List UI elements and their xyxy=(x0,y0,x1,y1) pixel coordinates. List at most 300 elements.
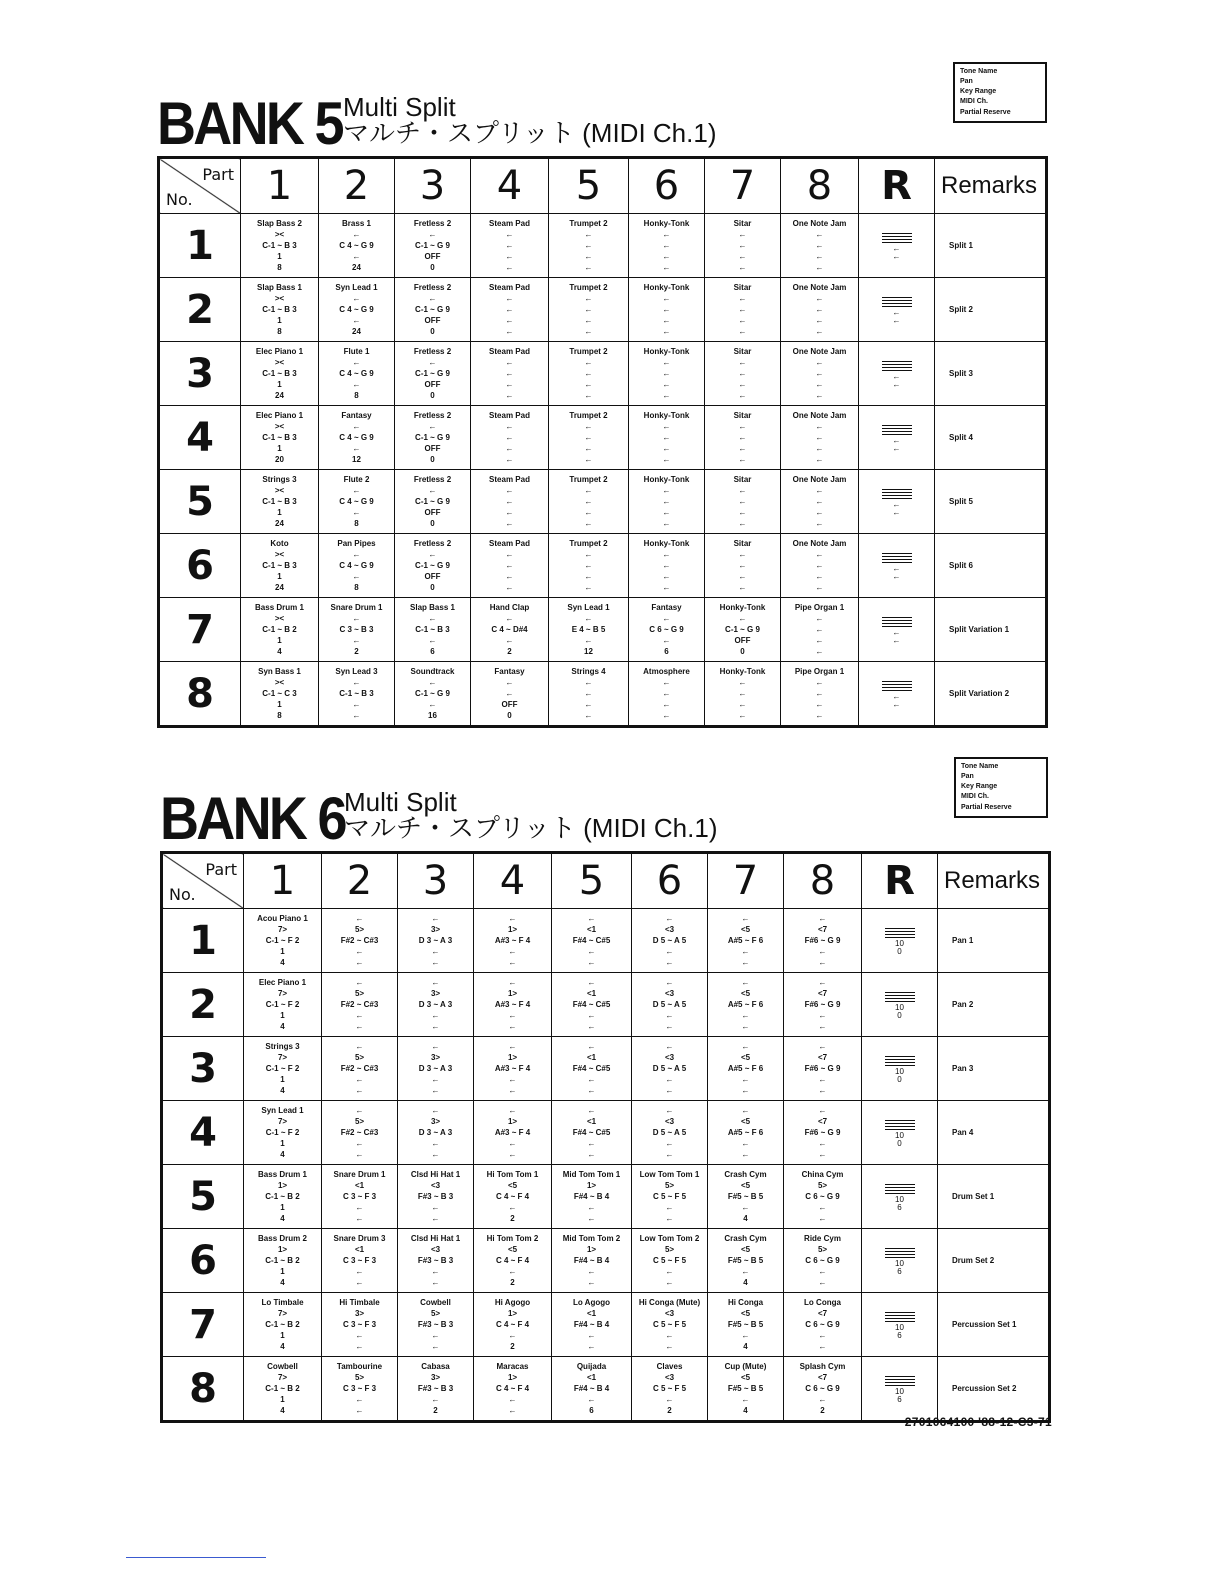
part-cell xyxy=(781,470,859,534)
reserve-cell xyxy=(862,1165,938,1229)
cell-values xyxy=(244,1297,321,1352)
tone-name: Mid Tom Tom 1 xyxy=(562,1170,621,1179)
pan: 7> xyxy=(277,1309,288,1318)
tone-name: ← xyxy=(665,914,674,923)
blank-line xyxy=(885,1001,915,1002)
midi-ch: ← xyxy=(587,1011,596,1020)
pan: ← xyxy=(505,358,514,367)
part-cell xyxy=(708,1101,784,1165)
midi-ch: 1 xyxy=(280,1267,285,1276)
pan: >< xyxy=(274,294,285,303)
partial-reserve: 0 xyxy=(740,647,745,656)
pan: ← xyxy=(815,550,824,559)
partial-reserve: ← xyxy=(587,1342,596,1351)
key-range: C-1 ~ B 2 xyxy=(265,1384,300,1393)
pan: <1 xyxy=(586,1309,597,1318)
part-cell xyxy=(784,1293,862,1357)
cell-values xyxy=(244,1041,321,1096)
tone-name: Cup (Mute) xyxy=(724,1362,767,1371)
midi-ch: ← xyxy=(431,1011,440,1020)
key-range: C 5 ~ F 5 xyxy=(652,1320,687,1329)
part-cell xyxy=(244,1037,322,1101)
tone-name: Trumpet 2 xyxy=(569,219,608,228)
midi-ch: ← xyxy=(352,252,361,261)
reserve-cell xyxy=(859,214,935,278)
tone-name: Sitar xyxy=(733,475,752,484)
midi-ch: ← xyxy=(584,636,593,645)
pan: ← xyxy=(738,486,747,495)
pan: <5 xyxy=(507,1181,518,1190)
legend-item: MIDI Ch. xyxy=(961,793,989,801)
tone-name: ← xyxy=(741,1042,750,1051)
midi-ch: ← xyxy=(741,1075,750,1084)
r-value: ← xyxy=(892,627,901,637)
midi-ch: OFF xyxy=(424,508,441,517)
pan: ← xyxy=(428,230,437,239)
partial-reserve: ← xyxy=(818,1214,827,1223)
key-range: C-1 ~ G 9 xyxy=(415,433,450,442)
tone-name: ← xyxy=(818,914,827,923)
cell-values xyxy=(395,602,470,657)
key-range: E 4 ~ B 5 xyxy=(571,625,606,634)
blank-line xyxy=(885,1120,915,1121)
key-range: C 4 ~ G 9 xyxy=(339,497,374,506)
midi-ch: OFF xyxy=(424,444,441,453)
blank-line xyxy=(882,361,912,362)
reserve-cell xyxy=(862,1101,938,1165)
key-range: C-1 ~ G 9 xyxy=(415,369,450,378)
part-cell xyxy=(629,278,705,342)
partial-reserve: ← xyxy=(505,327,514,336)
pan: 3> xyxy=(430,1053,441,1062)
part-cell xyxy=(784,909,862,973)
midi-ch: ← xyxy=(741,1331,750,1340)
midi-ch: ← xyxy=(428,636,437,645)
partial-reserve: ← xyxy=(431,958,440,967)
remark-cell: Pan 3 xyxy=(938,1037,1050,1101)
blank-line xyxy=(882,562,912,563)
tone-name: Honky-Tonk xyxy=(643,475,690,484)
partial-reserve: ← xyxy=(355,1214,364,1223)
midi-ch: 1 xyxy=(277,636,282,645)
key-range: A#5 ~ F 6 xyxy=(727,936,764,945)
partial-reserve: ← xyxy=(665,1278,674,1287)
pan: 5> xyxy=(354,1053,365,1062)
midi-ch: ← xyxy=(815,252,824,261)
key-range: C-1 ~ B 2 xyxy=(262,625,297,634)
blank-line xyxy=(882,623,912,624)
partial-reserve: ← xyxy=(505,391,514,400)
remark-cell: Percussion Set 1 xyxy=(938,1293,1050,1357)
pan: ← xyxy=(662,358,671,367)
key-range: C-1 ~ G 9 xyxy=(415,241,450,250)
key-range: C-1 ~ F 2 xyxy=(265,1064,300,1073)
midi-ch: ← xyxy=(818,1075,827,1084)
tone-name: Cowbell xyxy=(420,1298,451,1307)
part-cell xyxy=(395,278,471,342)
key-range: A#3 ~ F 4 xyxy=(494,1064,531,1073)
tone-name: Clsd Hi Hat 1 xyxy=(410,1234,461,1243)
tone-name: ← xyxy=(587,978,596,987)
blank-line xyxy=(882,239,912,240)
blank-line xyxy=(882,370,912,371)
row-number: 2 xyxy=(162,973,244,1037)
part-cell xyxy=(552,1165,632,1229)
blank-line xyxy=(885,1257,915,1258)
tone-name: ← xyxy=(508,978,517,987)
tone-name: ← xyxy=(431,914,440,923)
reserve-cell xyxy=(862,1357,938,1422)
remark-cell: Split Variation 1 xyxy=(935,598,1047,662)
midi-ch: ← xyxy=(665,1331,674,1340)
part-cell xyxy=(552,1293,632,1357)
part-cell xyxy=(632,909,708,973)
table-row xyxy=(162,1293,1050,1357)
r-value: 6 xyxy=(897,1330,902,1340)
table-row xyxy=(159,342,1047,406)
legend-item: Pan xyxy=(961,773,974,781)
partial-reserve: ← xyxy=(665,1342,674,1351)
partial-reserve: ← xyxy=(662,711,671,720)
key-range: F#5 ~ B 5 xyxy=(727,1192,764,1201)
tone-name: Trumpet 2 xyxy=(569,347,608,356)
key-range: C-1 ~ B 3 xyxy=(262,369,297,378)
pan: <1 xyxy=(354,1245,365,1254)
cell-values xyxy=(784,913,861,968)
pan: <5 xyxy=(740,1245,751,1254)
blank-line xyxy=(882,425,912,426)
part-cell xyxy=(471,406,549,470)
key-range: C 6 ~ G 9 xyxy=(649,625,684,634)
remark-cell: Pan 2 xyxy=(938,973,1050,1037)
midi-ch: ← xyxy=(355,1139,364,1148)
part-cell xyxy=(708,973,784,1037)
pan: <5 xyxy=(740,1373,751,1382)
row-number: 6 xyxy=(162,1229,244,1293)
key-range: ← xyxy=(505,497,514,506)
pan: ← xyxy=(428,358,437,367)
cell-values xyxy=(322,1169,397,1224)
key-range: F#4 ~ C#5 xyxy=(572,936,611,945)
tone-name: Trumpet 2 xyxy=(569,411,608,420)
key-range: F#4 ~ B 4 xyxy=(573,1320,610,1329)
partial-reserve: ← xyxy=(584,583,593,592)
tone-name: ← xyxy=(355,1042,364,1051)
midi-ch: ← xyxy=(818,1331,827,1340)
key-range: ← xyxy=(662,561,671,570)
bank5-subtitle-jp: マルチ・スプリット (MIDI Ch.1) xyxy=(343,118,717,148)
cell-values xyxy=(474,977,551,1032)
partial-reserve: 24 xyxy=(275,583,284,592)
midi-ch: ← xyxy=(587,1267,596,1276)
midi-ch: ← xyxy=(355,1267,364,1276)
midi-ch: OFF xyxy=(424,316,441,325)
midi-ch: ← xyxy=(741,1139,750,1148)
cell-values xyxy=(629,282,704,337)
partial-reserve: 2 xyxy=(510,1214,515,1223)
pan: <7 xyxy=(817,1053,828,1062)
tone-name: Fretless 2 xyxy=(413,539,452,548)
midi-ch: OFF xyxy=(424,572,441,581)
midi-ch: ← xyxy=(738,508,747,517)
midi-ch: ← xyxy=(505,444,514,453)
cell-values xyxy=(244,977,321,1032)
part-cell xyxy=(395,406,471,470)
pan: <5 xyxy=(507,1245,518,1254)
partial-reserve: ← xyxy=(738,263,747,272)
tone-name: Slap Bass 1 xyxy=(257,283,302,292)
tone-name: Syn Bass 1 xyxy=(258,667,301,676)
part-cell xyxy=(241,214,319,278)
tone-name: Cabasa xyxy=(421,1362,450,1371)
blank-line xyxy=(885,1059,915,1060)
blank-line xyxy=(885,931,915,932)
cell-values xyxy=(319,346,394,401)
cell-values xyxy=(322,913,397,968)
blank-line xyxy=(882,242,912,243)
cell-values xyxy=(319,410,394,465)
cell-values xyxy=(471,602,548,657)
tone-name: Sitar xyxy=(733,411,752,420)
tone-name: ← xyxy=(587,1042,596,1051)
partial-reserve: ← xyxy=(508,1086,517,1095)
pan: 3> xyxy=(354,1309,365,1318)
part-header-3: 3 xyxy=(395,158,471,214)
part-header-2: 2 xyxy=(322,853,398,909)
midi-ch: ← xyxy=(508,947,517,956)
part-cell xyxy=(471,278,549,342)
table-row xyxy=(159,534,1047,598)
cell-values xyxy=(781,282,858,337)
part-cell xyxy=(395,470,471,534)
pan: 1> xyxy=(507,925,518,934)
tone-name: ← xyxy=(741,914,750,923)
tone-name: Fantasy xyxy=(651,603,682,612)
pan: ← xyxy=(584,486,593,495)
r-value: ← xyxy=(892,507,901,517)
remark-cell: Split 1 xyxy=(935,214,1047,278)
midi-ch: ← xyxy=(738,252,747,261)
partial-reserve: ← xyxy=(815,711,824,720)
key-range: ← xyxy=(505,433,514,442)
r-value: 10 xyxy=(895,1066,904,1076)
pan: 7> xyxy=(277,925,288,934)
cell-values xyxy=(708,913,783,968)
midi-ch: ← xyxy=(815,572,824,581)
tone-name: Koto xyxy=(270,539,289,548)
cell-values xyxy=(474,1041,551,1096)
cell-values xyxy=(398,1105,473,1160)
tone-name: ← xyxy=(741,978,750,987)
key-range: C 4 ~ G 9 xyxy=(339,305,374,314)
part-cell xyxy=(781,278,859,342)
tone-name: Steam Pad xyxy=(489,475,530,484)
part-label: Part xyxy=(202,165,234,184)
table-row xyxy=(162,909,1050,973)
cell-values xyxy=(398,1169,473,1224)
key-range: C 3 ~ B 3 xyxy=(339,625,374,634)
pan: <5 xyxy=(740,1181,751,1190)
part-cell xyxy=(241,342,319,406)
key-range: C 6 ~ G 9 xyxy=(805,1192,840,1201)
part-cell xyxy=(552,1229,632,1293)
key-range: ← xyxy=(662,369,671,378)
pan: <1 xyxy=(586,1373,597,1382)
part-cell xyxy=(552,1037,632,1101)
cell-values xyxy=(629,474,704,529)
midi-ch: ← xyxy=(431,1331,440,1340)
part-cell xyxy=(474,1357,552,1422)
key-range: C 4 ~ F 4 xyxy=(495,1256,530,1265)
cell-values xyxy=(632,1297,707,1352)
part-cell xyxy=(708,909,784,973)
reserve-cell xyxy=(862,1293,938,1357)
pan: 5> xyxy=(354,1117,365,1126)
midi-ch: 1 xyxy=(280,1331,285,1340)
key-range: D 3 ~ A 3 xyxy=(418,1064,453,1073)
pan: ← xyxy=(815,294,824,303)
tone-name: Snare Drum 1 xyxy=(330,603,383,612)
pan: ← xyxy=(584,294,593,303)
part-cell xyxy=(322,973,398,1037)
key-range: ← xyxy=(505,241,514,250)
tone-name: One Note Jam xyxy=(792,539,847,548)
cell-values xyxy=(244,1233,321,1288)
tone-name: Elec Piano 1 xyxy=(255,411,304,420)
pan: ← xyxy=(428,294,437,303)
part-cell xyxy=(705,214,781,278)
cell-values xyxy=(781,410,858,465)
part-cell xyxy=(319,406,395,470)
remarks-header: Remarks xyxy=(938,853,1050,909)
midi-ch: ← xyxy=(738,316,747,325)
blank-line xyxy=(885,1382,915,1383)
key-range: F#6 ~ G 9 xyxy=(804,1000,841,1009)
cell-values xyxy=(474,1105,551,1160)
midi-ch: ← xyxy=(584,700,593,709)
key-range: ← xyxy=(584,305,593,314)
blank-line xyxy=(882,492,912,493)
midi-ch: 1 xyxy=(277,380,282,389)
row-number: 8 xyxy=(162,1357,244,1422)
blank-line xyxy=(882,431,912,432)
remark-cell: Split 5 xyxy=(935,470,1047,534)
key-range: F#6 ~ G 9 xyxy=(804,1128,841,1137)
r-value: ← xyxy=(892,699,901,709)
tone-name: Mid Tom Tom 2 xyxy=(562,1234,621,1243)
key-range: ← xyxy=(662,305,671,314)
cell-values xyxy=(629,602,704,657)
key-range: C 3 ~ F 3 xyxy=(342,1320,377,1329)
tone-name: One Note Jam xyxy=(792,283,847,292)
part-cell xyxy=(244,973,322,1037)
pan: ← xyxy=(815,678,824,687)
row-number: 5 xyxy=(162,1165,244,1229)
key-range: ← xyxy=(662,241,671,250)
cell-values xyxy=(395,346,470,401)
pan: <7 xyxy=(817,925,828,934)
no-label: No. xyxy=(166,190,193,209)
key-range: C-1 ~ B 3 xyxy=(262,305,297,314)
blank-line xyxy=(885,1065,915,1066)
partial-reserve: 2 xyxy=(820,1406,825,1415)
cell-values xyxy=(241,538,318,593)
tone-name: Bass Drum 1 xyxy=(258,1170,307,1179)
blank-line xyxy=(885,1056,915,1057)
bank6-subtitle-en: Multi Split xyxy=(344,787,457,817)
legend-item: Key Range xyxy=(961,783,998,791)
r-value: 6 xyxy=(897,1266,902,1276)
table-row xyxy=(162,1229,1050,1293)
midi-ch: ← xyxy=(662,636,671,645)
cell-values xyxy=(708,1361,783,1416)
key-range: C-1 ~ G 9 xyxy=(725,625,760,634)
key-range: ← xyxy=(815,241,824,250)
key-range: D 3 ~ A 3 xyxy=(418,936,453,945)
partial-reserve: ← xyxy=(738,583,747,592)
key-range: C 4 ~ F 4 xyxy=(495,1320,530,1329)
partial-reserve: ← xyxy=(662,391,671,400)
tone-name: Pan Pipes xyxy=(337,539,376,548)
midi-ch: ← xyxy=(587,947,596,956)
midi-ch: ← xyxy=(587,1395,596,1404)
partial-reserve: ← xyxy=(431,1342,440,1351)
pan: 1> xyxy=(586,1245,597,1254)
midi-ch: ← xyxy=(815,444,824,453)
tone-name: ← xyxy=(431,978,440,987)
blank-line xyxy=(882,553,912,554)
partial-reserve: 8 xyxy=(277,263,282,272)
midi-ch: 1 xyxy=(277,444,282,453)
pan: ← xyxy=(662,550,671,559)
pan: 5> xyxy=(817,1181,828,1190)
partial-reserve: ← xyxy=(741,958,750,967)
cell-values xyxy=(395,282,470,337)
key-range: C-1 ~ G 9 xyxy=(415,305,450,314)
partial-reserve: 2 xyxy=(510,1342,515,1351)
partial-reserve: ← xyxy=(738,327,747,336)
midi-ch: OFF xyxy=(424,380,441,389)
reserve-cell xyxy=(862,909,938,973)
key-range: C 3 ~ F 3 xyxy=(342,1384,377,1393)
tone-name: Fretless 2 xyxy=(413,475,452,484)
part-header-7: 7 xyxy=(705,158,781,214)
blank-line xyxy=(885,1379,915,1380)
midi-ch: ← xyxy=(508,1139,517,1148)
part-cell xyxy=(395,598,471,662)
midi-ch: ← xyxy=(665,1267,674,1276)
midi-ch: ← xyxy=(508,1331,517,1340)
midi-ch: ← xyxy=(508,1011,517,1020)
pan: ← xyxy=(738,422,747,431)
pan: ← xyxy=(584,550,593,559)
key-range: F#2 ~ C#3 xyxy=(340,1128,379,1137)
tone-name: ← xyxy=(355,1106,364,1115)
pan: ← xyxy=(815,422,824,431)
midi-ch: ← xyxy=(741,1395,750,1404)
cell-values xyxy=(398,1041,473,1096)
blank-line xyxy=(882,233,912,234)
midi-ch: ← xyxy=(431,1139,440,1148)
tone-name: Crash Cym xyxy=(724,1170,767,1179)
midi-ch: ← xyxy=(584,444,593,453)
blank-line xyxy=(885,1385,915,1386)
part-cell xyxy=(322,1037,398,1101)
midi-ch: 1 xyxy=(277,508,282,517)
tone-name: Hi Timbale xyxy=(339,1298,380,1307)
blank-line xyxy=(885,928,915,929)
legend-item: Partial Reserve xyxy=(961,803,1012,811)
